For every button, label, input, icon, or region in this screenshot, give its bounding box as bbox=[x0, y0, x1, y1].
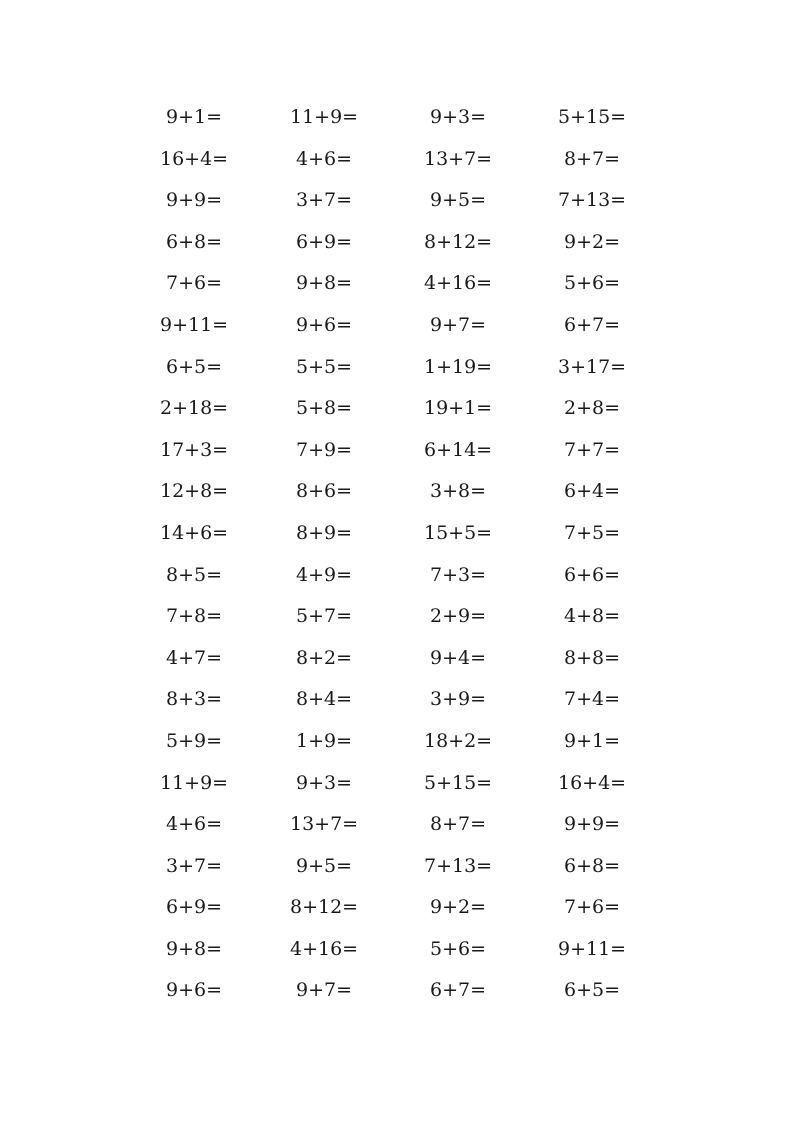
problem-row bbox=[0, 430, 794, 472]
problem-grid bbox=[0, 97, 794, 1012]
addition-problem: 7+6= bbox=[166, 272, 223, 295]
addition-problem: 13+7= bbox=[424, 147, 493, 170]
addition-problem: 9+1= bbox=[166, 106, 223, 128]
addition-problem: 8+3= bbox=[166, 688, 223, 711]
addition-problem: 7+8= bbox=[166, 605, 223, 628]
addition-problem: 5+8= bbox=[296, 397, 353, 420]
problem-row bbox=[0, 513, 794, 555]
addition-problem: 1+9= bbox=[296, 729, 353, 752]
addition-problem: 14+6= bbox=[160, 521, 229, 544]
addition-problem: 9+4= bbox=[430, 646, 487, 669]
problem-row bbox=[0, 929, 794, 971]
addition-problem: 13+7= bbox=[290, 813, 359, 836]
addition-problem: 3+17= bbox=[558, 355, 627, 378]
addition-problem: 11+9= bbox=[290, 106, 359, 128]
addition-problem: 6+9= bbox=[296, 230, 353, 253]
addition-problem: 18+2= bbox=[424, 729, 493, 752]
addition-problem: 9+5= bbox=[296, 854, 353, 877]
addition-problem: 5+9= bbox=[166, 729, 223, 752]
addition-problem: 2+9= bbox=[430, 605, 487, 628]
addition-problem: 6+7= bbox=[430, 979, 487, 1002]
problem-row bbox=[0, 139, 794, 181]
problem-row bbox=[0, 305, 794, 347]
addition-problem: 9+9= bbox=[166, 189, 223, 212]
addition-problem: 6+8= bbox=[564, 854, 621, 877]
addition-problem: 5+6= bbox=[430, 937, 487, 960]
addition-problem: 9+7= bbox=[296, 979, 353, 1002]
addition-problem: 6+5= bbox=[166, 355, 223, 378]
addition-problem: 3+7= bbox=[166, 854, 223, 877]
addition-problem: 7+13= bbox=[424, 854, 493, 877]
addition-problem: 9+6= bbox=[166, 979, 223, 1002]
addition-problem: 8+9= bbox=[296, 521, 353, 544]
addition-problem: 3+9= bbox=[430, 688, 487, 711]
addition-problem: 7+7= bbox=[564, 438, 621, 461]
addition-problem: 5+6= bbox=[564, 272, 621, 295]
problem-row bbox=[0, 347, 794, 389]
addition-problem: 6+4= bbox=[564, 480, 621, 503]
addition-problem: 4+9= bbox=[296, 563, 353, 586]
addition-problem: 6+5= bbox=[564, 979, 621, 1002]
addition-problem: 5+15= bbox=[424, 771, 493, 794]
addition-problem: 17+3= bbox=[160, 438, 229, 461]
problem-row bbox=[0, 679, 794, 721]
addition-problem: 9+3= bbox=[296, 771, 353, 794]
addition-problem: 6+14= bbox=[424, 438, 493, 461]
addition-problem: 4+16= bbox=[290, 937, 359, 960]
addition-problem: 9+11= bbox=[558, 937, 627, 960]
addition-problem: 11+9= bbox=[160, 771, 229, 794]
addition-problem: 3+8= bbox=[430, 480, 487, 503]
problem-row bbox=[0, 721, 794, 763]
addition-problem: 9+2= bbox=[430, 896, 487, 919]
addition-problem: 9+11= bbox=[160, 313, 229, 336]
addition-problem: 8+4= bbox=[296, 688, 353, 711]
addition-problem: 6+9= bbox=[166, 896, 223, 919]
addition-problem: 4+8= bbox=[564, 605, 621, 628]
addition-problem: 1+19= bbox=[424, 355, 493, 378]
addition-problem: 9+9= bbox=[564, 813, 621, 836]
addition-problem: 2+18= bbox=[160, 397, 229, 420]
problem-row bbox=[0, 638, 794, 680]
addition-problem: 8+12= bbox=[424, 230, 493, 253]
problem-row bbox=[0, 596, 794, 638]
addition-problem: 5+15= bbox=[558, 106, 627, 128]
addition-problem: 8+7= bbox=[564, 147, 621, 170]
problem-row bbox=[0, 263, 794, 305]
addition-problem: 7+5= bbox=[564, 521, 621, 544]
addition-problem: 16+4= bbox=[558, 771, 627, 794]
addition-problem: 4+16= bbox=[424, 272, 493, 295]
problem-row bbox=[0, 222, 794, 264]
addition-problem: 7+9= bbox=[296, 438, 353, 461]
problem-row bbox=[0, 471, 794, 513]
problem-row bbox=[0, 804, 794, 846]
addition-problem: 4+6= bbox=[166, 813, 223, 836]
problem-row bbox=[0, 555, 794, 597]
addition-problem: 4+6= bbox=[296, 147, 353, 170]
addition-problem: 6+8= bbox=[166, 230, 223, 253]
addition-problem: 15+5= bbox=[424, 521, 493, 544]
addition-problem: 8+12= bbox=[290, 896, 359, 919]
problem-row bbox=[0, 846, 794, 888]
problem-row bbox=[0, 887, 794, 929]
addition-problem: 5+5= bbox=[296, 355, 353, 378]
problem-row bbox=[0, 388, 794, 430]
addition-problem: 3+7= bbox=[296, 189, 353, 212]
addition-problem: 9+8= bbox=[296, 272, 353, 295]
addition-problem: 5+7= bbox=[296, 605, 353, 628]
addition-problem: 9+3= bbox=[430, 106, 487, 128]
addition-problem: 7+4= bbox=[564, 688, 621, 711]
addition-problem: 4+7= bbox=[166, 646, 223, 669]
addition-problem: 8+2= bbox=[296, 646, 353, 669]
addition-problem: 16+4= bbox=[160, 147, 229, 170]
addition-problem: 8+7= bbox=[430, 813, 487, 836]
problem-row bbox=[0, 763, 794, 805]
addition-problem: 8+5= bbox=[166, 563, 223, 586]
problem-row bbox=[0, 97, 794, 139]
addition-problem: 7+13= bbox=[558, 189, 627, 212]
addition-problem: 12+8= bbox=[160, 480, 229, 503]
addition-problem: 9+1= bbox=[564, 729, 621, 752]
addition-problem: 6+6= bbox=[564, 563, 621, 586]
addition-problem: 9+6= bbox=[296, 313, 353, 336]
addition-problem: 9+2= bbox=[564, 230, 621, 253]
addition-problem: 19+1= bbox=[424, 397, 493, 420]
addition-problem: 8+8= bbox=[564, 646, 621, 669]
problem-row bbox=[0, 180, 794, 222]
problem-row bbox=[0, 970, 794, 1012]
addition-problem: 9+7= bbox=[430, 313, 487, 336]
addition-problem: 2+8= bbox=[564, 397, 621, 420]
addition-problem: 9+8= bbox=[166, 937, 223, 960]
addition-problem: 9+5= bbox=[430, 189, 487, 212]
addition-problem: 7+6= bbox=[564, 896, 621, 919]
addition-problem: 7+3= bbox=[430, 563, 487, 586]
addition-problem: 8+6= bbox=[296, 480, 353, 503]
addition-problem: 6+7= bbox=[564, 313, 621, 336]
